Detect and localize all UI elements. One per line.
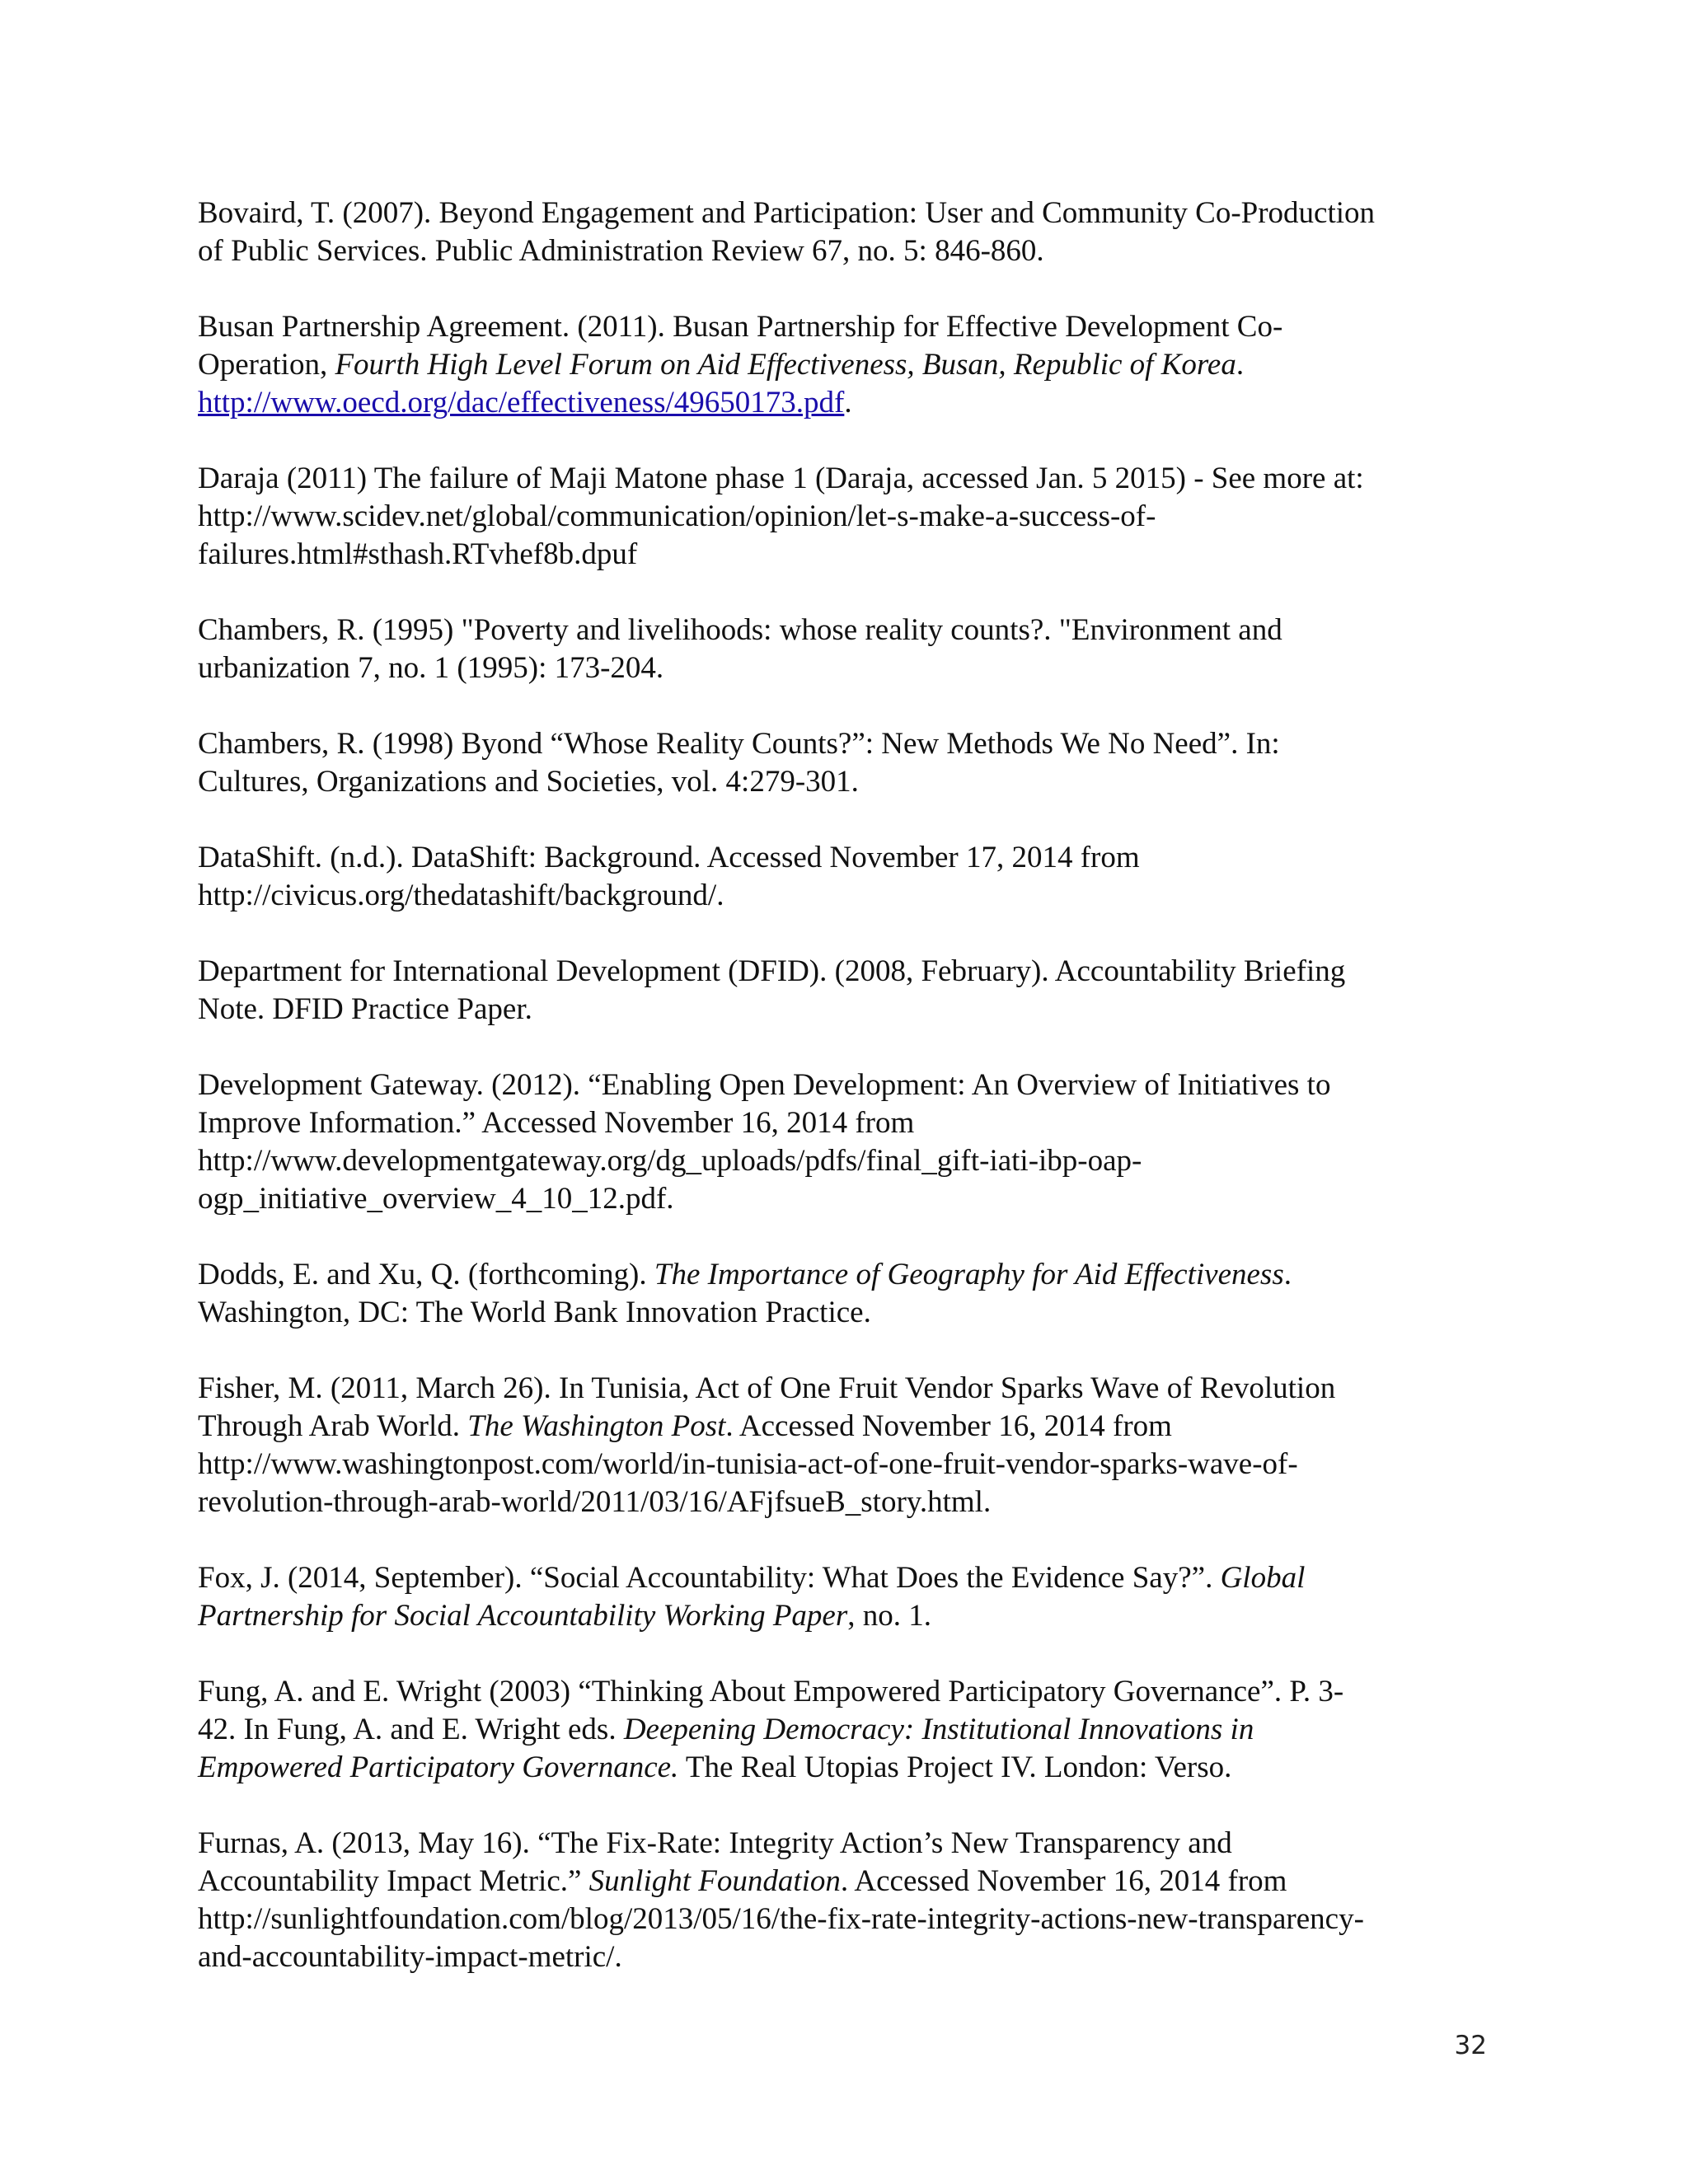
reference-link[interactable]: http://www.oecd.org/dac/effectiveness/49650173.pdf — [198, 386, 845, 419]
reference-line — [198, 460, 1492, 498]
reference-entry — [198, 839, 1492, 915]
reference-line — [198, 1446, 1492, 1483]
reference-line — [198, 384, 1492, 422]
reference-line — [198, 1749, 1492, 1787]
reference-text: and-accountability-impact-metric/. — [198, 1940, 622, 1974]
reference-line — [198, 1673, 1492, 1711]
reference-line — [198, 1597, 1492, 1635]
reference-text: . Accessed November 16, 2014 from — [725, 1409, 1172, 1443]
reference-italic-text: Partnership for Social Accountability Working Paper — [198, 1599, 848, 1633]
reference-text: Development Gateway. (2012). “Enabling Open Development: An Overview of Initiatives to — [198, 1068, 1331, 1102]
reference-line — [198, 649, 1492, 687]
reference-text: . — [1283, 1258, 1292, 1291]
reference-italic-text: Deepening Democracy: Institutional Innovations in — [623, 1713, 1254, 1746]
reference-text: The Real Utopias Project IV. London: Verso. — [678, 1750, 1232, 1784]
reference-entry — [198, 308, 1492, 422]
reference-line — [198, 1559, 1492, 1597]
reference-line — [198, 1900, 1492, 1938]
reference-text: Furnas, A. (2013, May 16). “The Fix-Rate: Integrity Action’s New Transparency and — [198, 1826, 1232, 1860]
reference-text: http://www.scidev.net/global/communication/opinion/let-s-make-a-success-of- — [198, 499, 1156, 533]
reference-text: Accountability Impact Metric.” — [198, 1864, 589, 1898]
reference-text: . — [1236, 348, 1245, 382]
reference-italic-text: The Importance of Geography for Aid Effectiveness — [654, 1258, 1284, 1291]
reference-line — [198, 1863, 1492, 1900]
reference-text: Washington, DC: The World Bank Innovation Practice. — [198, 1296, 871, 1329]
reference-text: ogp_initiative_overview_4_10_12.pdf. — [198, 1182, 674, 1216]
reference-entry — [198, 1559, 1492, 1635]
reference-line — [198, 232, 1492, 270]
reference-line — [198, 1370, 1492, 1408]
reference-line — [198, 308, 1492, 346]
reference-entry — [198, 1066, 1492, 1218]
reference-line — [198, 1711, 1492, 1749]
reference-text: http://civicus.org/thedatashift/background/. — [198, 879, 724, 912]
reference-text: . — [844, 386, 852, 419]
reference-text: of Public Services. Public Administration Review 67, no. 5: 846-860. — [198, 234, 1044, 268]
page-number: 32 — [1454, 2031, 1487, 2060]
reference-text: , no. 1. — [847, 1599, 931, 1633]
reference-line — [198, 1066, 1492, 1104]
reference-text: Fung, A. and E. Wright (2003) “Thinking About Empowered Participatory Governance”. P. 3- — [198, 1675, 1344, 1708]
reference-entry — [198, 194, 1492, 270]
reference-line — [198, 194, 1492, 232]
reference-text: http://sunlightfoundation.com/blog/2013/05/16/the-fix-rate-integrity-actions-new-transparency- — [198, 1902, 1364, 1936]
reference-line — [198, 991, 1492, 1029]
reference-italic-text: Empowered Participatory Governance. — [198, 1750, 679, 1784]
reference-entry — [198, 612, 1492, 687]
reference-entry — [198, 1370, 1492, 1521]
reference-line — [198, 1938, 1492, 1976]
reference-line — [198, 1180, 1492, 1218]
reference-text: Fisher, M. (2011, March 26). In Tunisia, Act of One Fruit Vendor Sparks Wave of Revolution — [198, 1371, 1336, 1405]
reference-line — [198, 1104, 1492, 1142]
reference-line — [198, 1294, 1492, 1332]
reference-text: Busan Partnership Agreement. (2011). Busan Partnership for Effective Development Co- — [198, 310, 1283, 344]
reference-text: Department for International Development (DFID). (2008, February). Accountability Briefing — [198, 954, 1346, 988]
reference-italic-text: Global — [1220, 1561, 1306, 1595]
reference-line — [198, 498, 1492, 536]
reference-text: Note. DFID Practice Paper. — [198, 992, 532, 1026]
reference-line — [198, 1825, 1492, 1863]
reference-entry — [198, 1673, 1492, 1787]
reference-text: Fox, J. (2014, September). “Social Accountability: What Does the Evidence Say?”. — [198, 1561, 1221, 1595]
reference-line — [198, 536, 1492, 574]
reference-line — [198, 763, 1492, 801]
reference-line — [198, 1408, 1492, 1446]
reference-italic-text: The Washington Post — [467, 1409, 726, 1443]
reference-text: revolution-through-arab-world/2011/03/16/AFjfsueB_story.html. — [198, 1485, 992, 1519]
reference-list — [198, 194, 1492, 2014]
reference-entry — [198, 1825, 1492, 1976]
reference-text: 42. In Fung, A. and E. Wright eds. — [198, 1713, 624, 1746]
reference-text: Improve Information.” Accessed November 16, 2014 from — [198, 1106, 915, 1140]
reference-entry — [198, 460, 1492, 574]
reference-text: failures.html#sthash.RTvhef8b.dpuf — [198, 537, 638, 571]
reference-text: Chambers, R. (1998) Byond “Whose Reality Counts?”: New Methods We No Need”. In: — [198, 727, 1280, 761]
reference-line — [198, 725, 1492, 763]
reference-text: Daraja (2011) The failure of Maji Matone phase 1 (Daraja, accessed Jan. 5 2015) - See more at: — [198, 462, 1364, 495]
reference-entry — [198, 725, 1492, 801]
reference-line — [198, 1142, 1492, 1180]
reference-line — [198, 346, 1492, 384]
reference-line — [198, 612, 1492, 649]
reference-line — [198, 1483, 1492, 1521]
reference-text: Bovaird, T. (2007). Beyond Engagement and Participation: User and Community Co-Production — [198, 196, 1376, 230]
reference-italic-text: Sunlight Foundation — [588, 1864, 841, 1898]
reference-text: urbanization 7, no. 1 (1995): 173-204. — [198, 651, 664, 685]
reference-text: http://www.washingtonpost.com/world/in-tunisia-act-of-one-fruit-vendor-sparks-wave-of- — [198, 1447, 1298, 1481]
reference-text: DataShift. (n.d.). DataShift: Background. Accessed November 17, 2014 from — [198, 841, 1140, 874]
reference-text: http://www.developmentgateway.org/dg_uploads/pdfs/final_gift-iati-ibp-oap- — [198, 1144, 1142, 1178]
reference-text: Cultures, Organizations and Societies, vol. 4:279-301. — [198, 765, 859, 799]
reference-text: Chambers, R. (1995) "Poverty and livelihoods: whose reality counts?. "Environment and — [198, 613, 1282, 647]
reference-line — [198, 953, 1492, 991]
reference-line — [198, 877, 1492, 915]
reference-italic-text: Fourth High Level Forum on Aid Effectiveness, Busan, Republic of Korea — [335, 348, 1236, 382]
reference-line — [198, 839, 1492, 877]
reference-entry — [198, 953, 1492, 1029]
reference-text: . Accessed November 16, 2014 from — [840, 1864, 1287, 1898]
reference-text: Operation, — [198, 348, 335, 382]
reference-entry — [198, 1256, 1492, 1332]
reference-text: Dodds, E. and Xu, Q. (forthcoming). — [198, 1258, 654, 1291]
reference-line — [198, 1256, 1492, 1294]
reference-text: Through Arab World. — [198, 1409, 468, 1443]
